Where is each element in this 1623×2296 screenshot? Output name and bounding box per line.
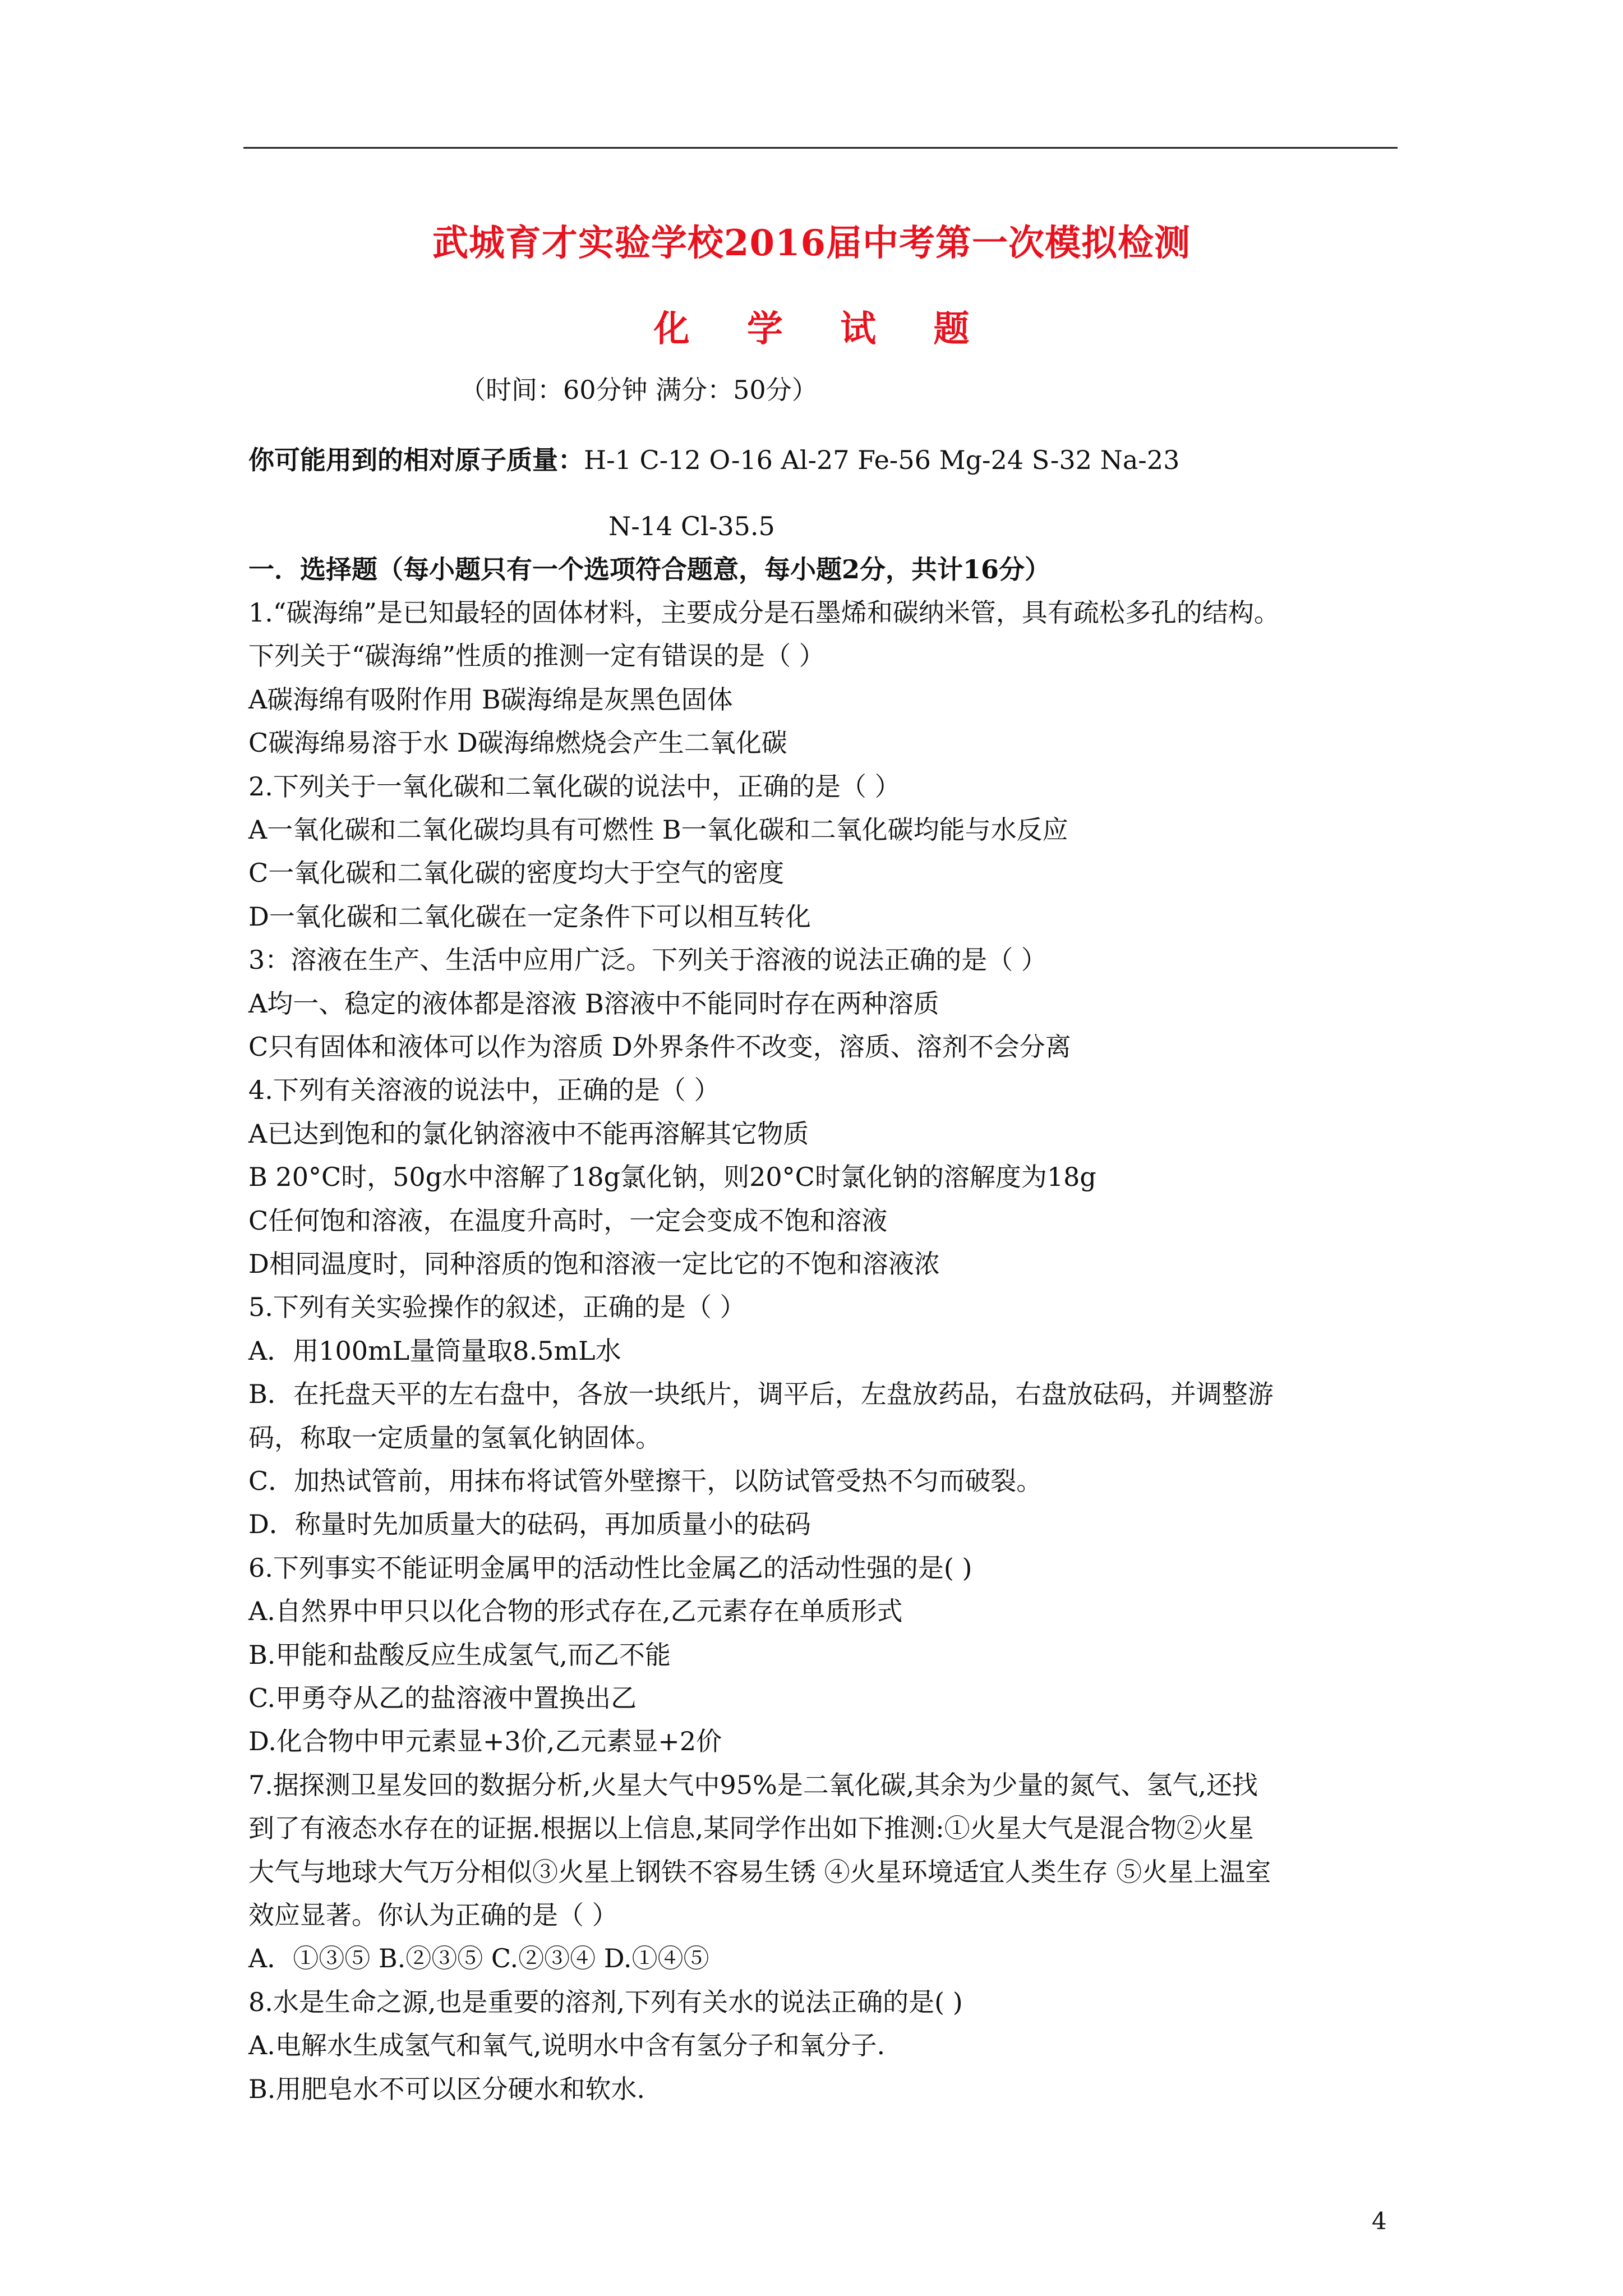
question-line: A碳海绵有吸附作用 B碳海绵是灰黑色固体 (248, 684, 733, 715)
question-line: 4.下列有关溶液的说法中，正确的是（ ） (248, 1075, 720, 1105)
question-line: A已达到饱和的氯化钠溶液中不能再溶解其它物质 (248, 1119, 809, 1149)
atomic-mass-line-2: N-14 Cl-35.5 (608, 511, 775, 541)
atomic-mass-label: 你可能用到的相对原子质量： (248, 445, 584, 475)
question-line: D.化合物中甲元素显+3价,乙元素显+2价 (248, 1726, 722, 1756)
question-line: D相同温度时，同种溶质的饱和溶液一定比它的不饱和溶液浓 (248, 1249, 940, 1279)
question-line: 3：溶液在生产、生活中应用广泛。下列关于溶液的说法正确的是（ ） (248, 945, 1047, 975)
question-line: A.自然界中甲只以化合物的形式存在,乙元素存在单质形式 (248, 1596, 903, 1626)
question-line: 2.下列关于一氧化碳和二氧化碳的说法中，正确的是（ ） (248, 771, 901, 802)
question-line: 到了有液态水存在的证据.根据以上信息,某同学作出如下推测:①火星大气是混合物②火星 (248, 1813, 1254, 1843)
question-line: A一氧化碳和二氧化碳均具有可燃性 B一氧化碳和二氧化碳均能与水反应 (248, 815, 1068, 845)
question-line: C．加热试管前，用抹布将试管外壁擦干，以防试管受热不匀而破裂。 (248, 1466, 1043, 1496)
atomic-mass-values: H-1 C-12 O-16 Al-27 Fe-56 Mg-24 S-32 Na-23 (584, 445, 1180, 475)
question-line: 1.“碳海绵”是已知最轻的固体材料，主要成分是石墨烯和碳纳米管，具有疏松多孔的结构。 (248, 597, 1280, 628)
question-line: A．用100mL量筒量取8.5mL水 (248, 1336, 621, 1366)
exam-subtitle: 化 学 试 题 (653, 308, 992, 350)
question-line: C.甲勇夺从乙的盐溶液中置换出乙 (248, 1683, 637, 1713)
question-line: C只有固体和液体可以作为溶质 D外界条件不改变，溶质、溶剂不会分离 (248, 1032, 1071, 1062)
question-line: 码，称取一定质量的氢氧化钠固体。 (248, 1423, 661, 1453)
question-line: C任何饱和溶液，在温度升高时，一定会变成不饱和溶液 (248, 1205, 888, 1236)
question-line: A．①③⑤ B.②③⑤ C.②③④ D.①④⑤ (248, 1943, 709, 1973)
question-line: D一氧化碳和二氧化碳在一定条件下可以相互转化 (248, 901, 811, 932)
page-number: 4 (1372, 2207, 1387, 2235)
question-line: 大气与地球大气万分相似③火星上钢铁不容易生锈 ④火星环境适宜人类生存 ⑤火星上温室 (248, 1857, 1271, 1887)
question-line: A均一、稳定的液体都是溶液 B溶液中不能同时存在两种溶质 (248, 988, 939, 1019)
question-line: B.甲能和盐酸反应生成氢气,而乙不能 (248, 1640, 671, 1670)
exam-info: （时间：60分钟 满分：50分） (460, 375, 818, 405)
question-line: 8.水是生命之源,也是重要的溶剂,下列有关水的说法正确的是( ) (248, 1987, 963, 2017)
atomic-mass-line (248, 443, 1179, 477)
question-line: C一氧化碳和二氧化碳的密度均大于空气的密度 (248, 858, 785, 888)
question-line: 6.下列事实不能证明金属甲的活动性比金属乙的活动性强的是( ) (248, 1553, 972, 1583)
question-line: B．在托盘天平的左右盘中，各放一块纸片，调平后，左盘放药品，右盘放砝码，并调整游 (248, 1379, 1274, 1409)
section-heading: 一．选择题（每小题只有一个选项符合题意，每小题2分，共计16分） (248, 554, 1051, 585)
question-line: 7.据探测卫星发回的数据分析,火星大气中95%是二氧化碳,其余为少量的氮气、氢气,还找 (248, 1770, 1258, 1800)
exam-title: 武城育才实验学校2016届中考第一次模拟检测 (432, 222, 1191, 264)
question-line: A.电解水生成氢气和氧气,说明水中含有氢分子和氧分子. (248, 2030, 886, 2060)
question-line: D．称量时先加质量大的砝码，再加质量小的砝码 (248, 1509, 811, 1539)
question-line: 下列关于“碳海绵”性质的推测一定有错误的是（ ） (248, 641, 825, 671)
question-line: 效应显著。你认为正确的是（ ） (248, 1900, 618, 1930)
question-line: 5.下列有关实验操作的叙述，正确的是（ ） (248, 1292, 746, 1322)
header-rule (243, 147, 1398, 149)
question-line: C碳海绵易溶于水 D碳海绵燃烧会产生二氧化碳 (248, 728, 787, 758)
question-line: B 20°C时，50g水中溶解了18g氯化钠，则20°C时氯化钠的溶解度为18g (248, 1162, 1096, 1192)
question-line: B.用肥皂水不可以区分硬水和软水. (248, 2074, 645, 2104)
